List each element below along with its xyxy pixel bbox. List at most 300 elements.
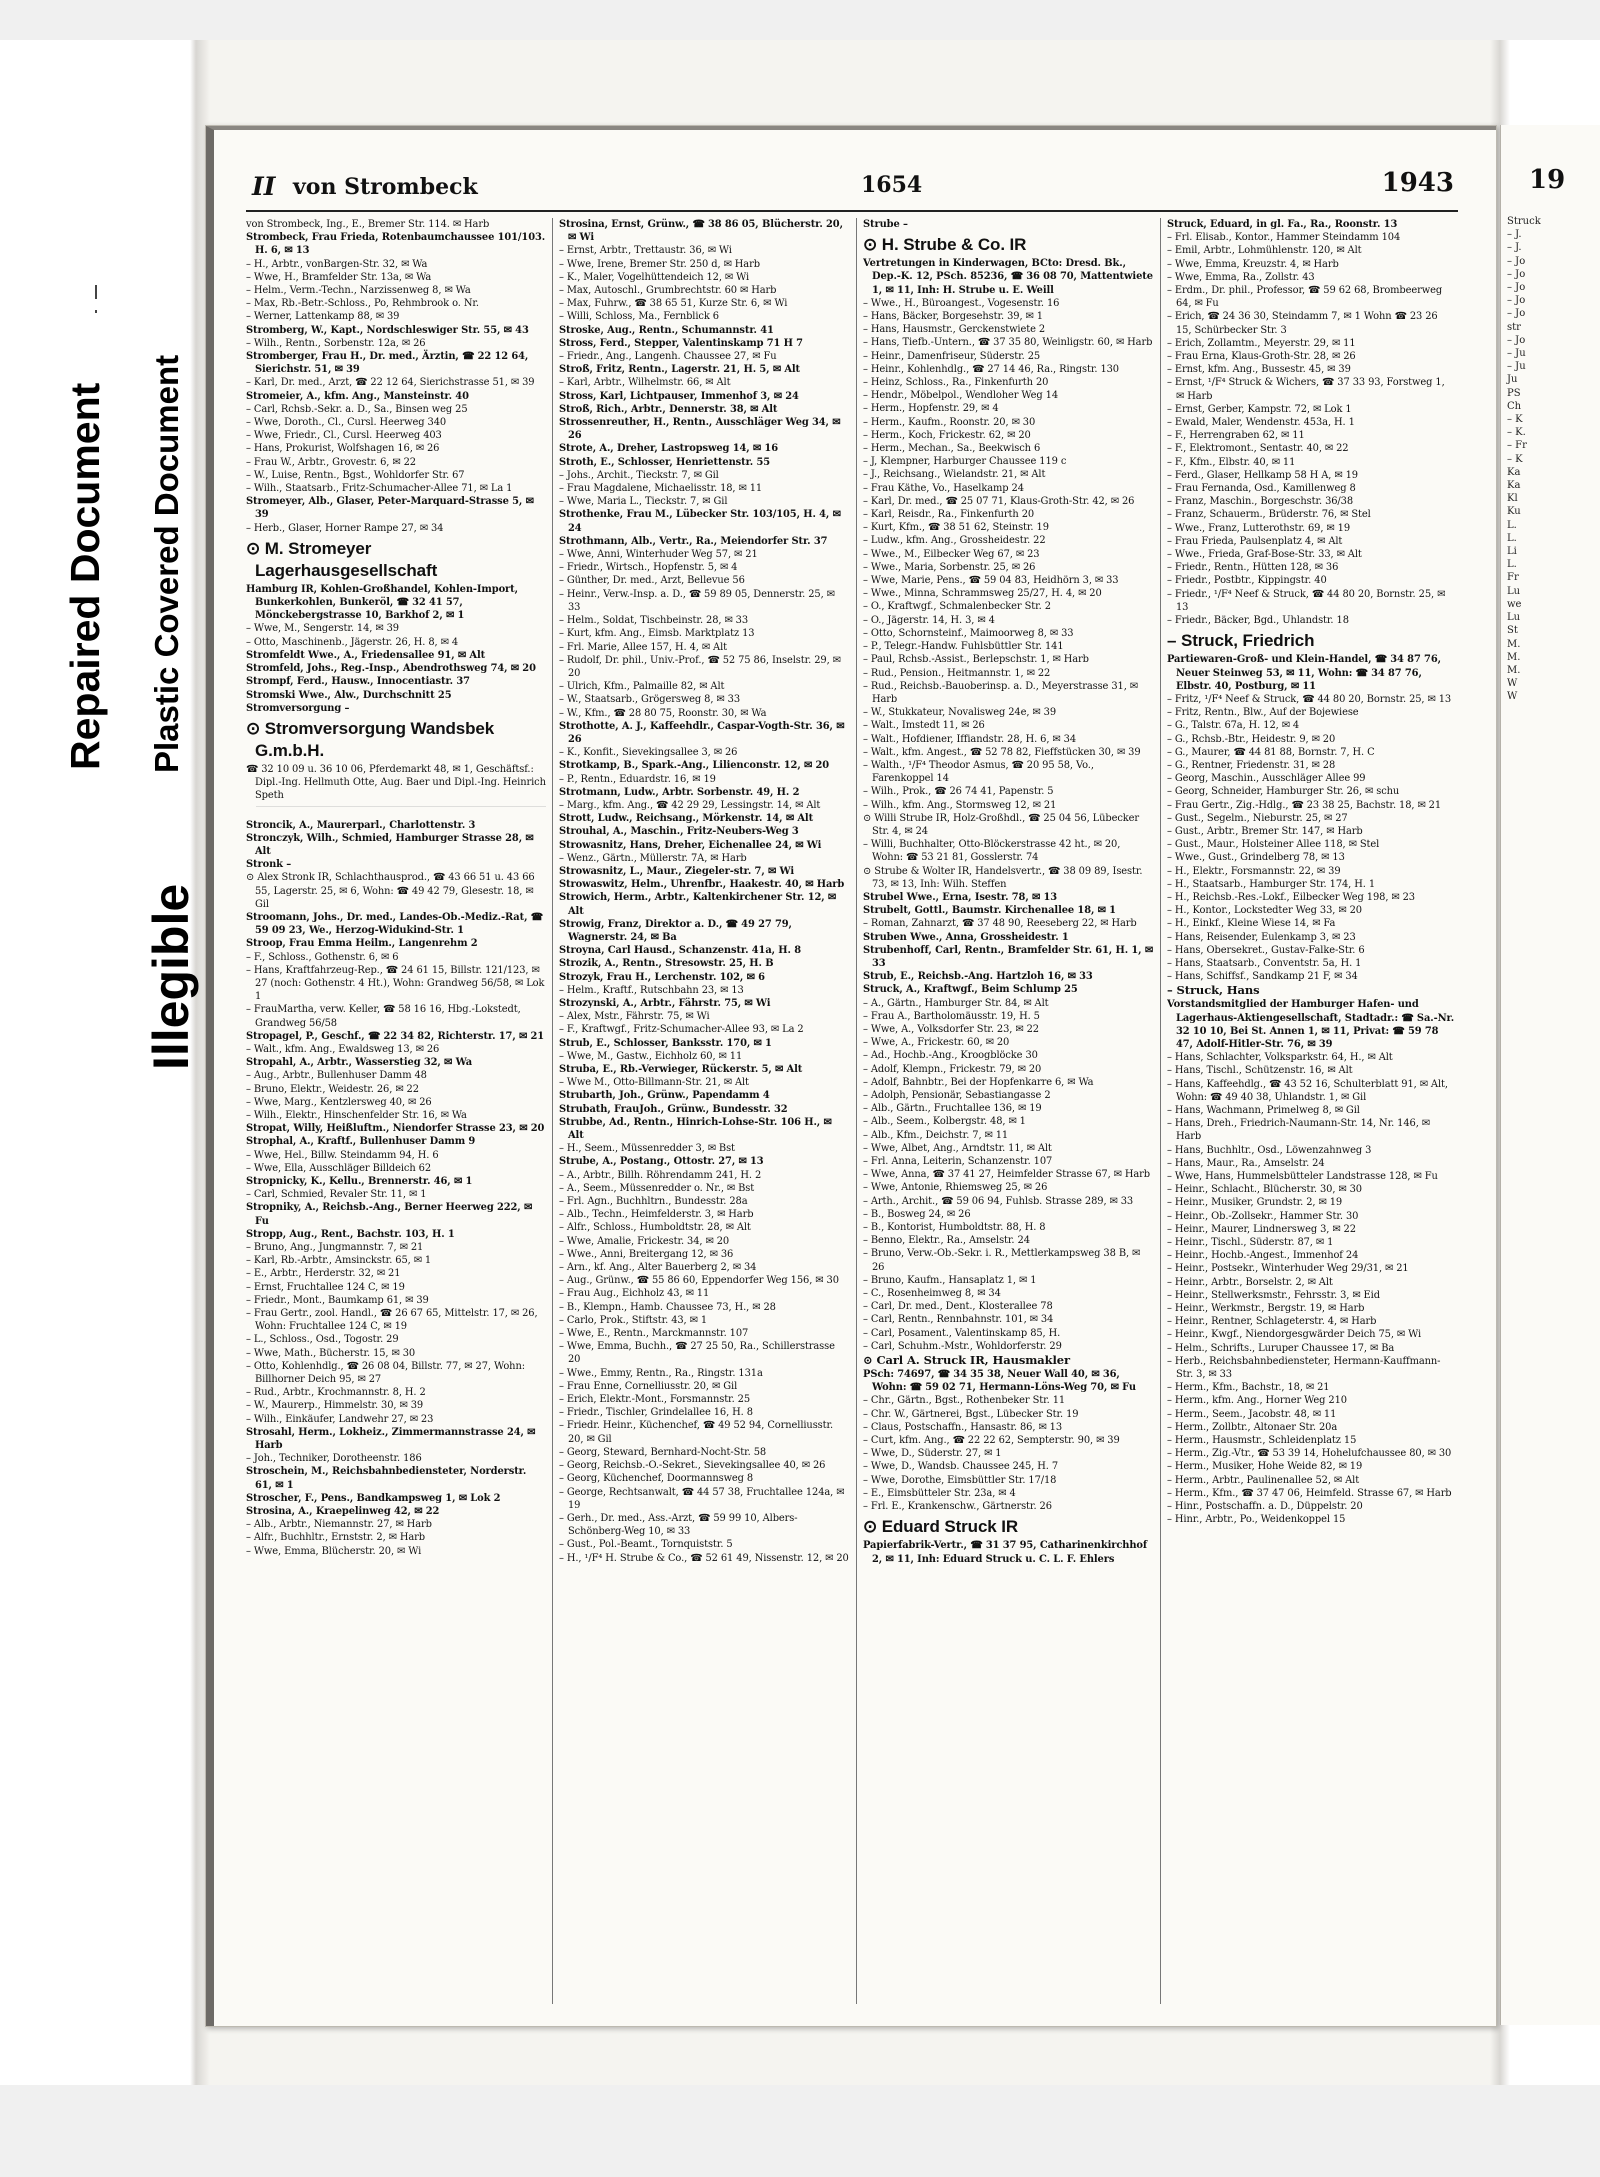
directory-entry: – Frau Erna, Klaus-Groth-Str. 28, ✉ 26 [1167, 351, 1356, 363]
directory-entry: Stross, Karl, Lichtpauser, Immenhof 3, ✉ 24 [559, 390, 799, 402]
directory-entry: – Hinr., Arbtr., Po., Weidenkoppel 15 [1167, 1514, 1346, 1526]
directory-entry: – Friedr., Wirtsch., Hopfenstr. 5, ✉ 4 [559, 562, 738, 574]
firm-heading: ⊙ Carl A. Struck IR, Hausmakler [863, 1353, 1070, 1368]
directory-entry: – Kurt, kfm. Ang., Eimsb. Marktplatz 13 [559, 628, 755, 640]
directory-entry: – Wwe, Anna, ☎ 37 41 27, Heimfelder Strasse 67, ✉ Harb [863, 1169, 1151, 1181]
directory-entry: – W., Kfm., ☎ 28 80 75, Roonstr. 30, ✉ Wa [559, 707, 767, 719]
column-divider [552, 218, 553, 2004]
directory-entry: – Otto, Maschinenb., Jägerstr. 26, H. 8, ✉ 4 [246, 636, 459, 648]
directory-entry: – B., Klempn., Hamb. Chaussee 73, H., ✉ 28 [559, 1301, 776, 1313]
directory-entry: – Carl, Rentn., Rennbahnstr. 101, ✉ 34 [863, 1314, 1054, 1326]
directory-entry: – Karl, Arbtr., Wilhelmstr. 66, ✉ Alt [559, 377, 731, 389]
directory-entry: – Heinr., Arbtr., Borselstr. 2, ✉ Alt [1167, 1276, 1333, 1288]
directory-entry: Struba, E., Rb.-Verwieger, Rückerstr. 5, ✉ Alt [559, 1064, 803, 1075]
firm-heading: ⊙ Eduard Struck IR [863, 1517, 1019, 1537]
directory-entry: – Bruno, Ang., Jungmannstr. 7, ✉ 21 [246, 1242, 424, 1254]
directory-entry: – Ludw., kfm. Ang., Grossheidestr. 22 [863, 535, 1046, 547]
directory-entry: – A., Gärtn., Hamburger Str. 84, ✉ Alt [863, 997, 1049, 1009]
directory-entry: – H., Kontor., Lockstedter Weg 33, ✉ 20 [1167, 905, 1362, 917]
directory-entry: – Georg, Steward, Bernhard-Nocht-Str. 58 [559, 1446, 767, 1458]
page-header [246, 168, 1456, 208]
directory-entry: Strothotte, A. J., Kaffeehdlr., Caspar-Vogth-Str. 36, ✉ 26 [559, 720, 845, 745]
directory-entry: – Herm., Musiker, Hohe Weide 82, ✉ 19 [1167, 1461, 1363, 1473]
directory-entry: – Georg, Reichsb.-O.-Sekret., Sievekingsallee 40, ✉ 26 [559, 1460, 826, 1472]
directory-entry: – Willi, Schloss, Ma., Fernblick 6 [559, 311, 719, 323]
directory-entry: – Alfr., Schloss., Humboldtstr. 28, ✉ Alt [559, 1222, 751, 1234]
directory-entry: – Ernst, Gerber, Kampstr. 72, ✉ Lok 1 [1167, 403, 1352, 415]
directory-entry: – Herm., kfm. Ang., Horner Weg 210 [1167, 1395, 1347, 1407]
facing-page-line: Struck [1507, 216, 1541, 227]
directory-entry: Strowich, Herm., Arbtr., Kaltenkirchener Str. 12, ✉ Alt [559, 892, 837, 917]
directory-entry: – Hans, Reisender, Eulenkamp 3, ✉ 23 [1167, 931, 1356, 943]
directory-entry: – Bruno, Elektr., Weidestr. 26, ✉ 22 [246, 1083, 419, 1095]
directory-entry: – FrauMartha, verw. Keller, ☎ 58 16 16, Hbg.-Lokstedt, Grandweg 56/58 [246, 1004, 521, 1029]
directory-entry: Stromski Wwe., Alw., Durchschnitt 25 [246, 689, 452, 701]
directory-entry: – Herm., Hopfenstr. 29, ✉ 4 [863, 403, 999, 415]
directory-entry: – Gust., Maur., Holsteiner Allee 118, ✉ Stel [1167, 839, 1380, 851]
directory-entry: Stropahl, A., Arbtr., Wasserstieg 32, ✉ Wa [246, 1057, 472, 1069]
directory-entry: – Ad., Hochb.-Ang., Kroogblöcke 30 [863, 1050, 1038, 1062]
directory-entry: Partiewaren-Groß- und Klein-Handel, ☎ 34 87 76, Neuer Steinweg 53, ✉ 11, Wohn: ☎ 34 87 76, Elbstr. 40, Postburg, ✉ 11 [1167, 654, 1441, 692]
directory-entry: – Herm., Arbtr., Paulinenallee 52, ✉ Alt [1167, 1474, 1360, 1486]
facing-page-line: str [1507, 321, 1521, 333]
directory-entry: – Hans, Tischl., Schützenstr. 16, ✉ Alt [1167, 1065, 1353, 1077]
year: 1943 [1381, 168, 1454, 198]
directory-entry: – W., Luise, Rentn., Bgst., Wohldorfer Str. 67 [246, 469, 465, 481]
directory-entry: – Friedr., Tischler, Grindelallee 16, H. 8 [559, 1407, 753, 1419]
directory-entry: – Heinr., Hochb.-Angest., Immenhof 24 [1167, 1250, 1359, 1262]
directory-entry: – Gust., Arbtr., Bremer Str. 147, ✉ Harb [1167, 825, 1363, 837]
directory-entry: – Ulrich, Kfm., Palmaille 82, ✉ Alt [559, 681, 725, 693]
directory-entry: – Frl. E., Krankenschw., Gärtnerstr. 26 [863, 1501, 1052, 1513]
directory-entry: – Ernst, ¹/F⁴ Struck & Wichers, ☎ 37 33 93, Forstweg 1, ✉ Harb [1167, 377, 1445, 402]
directory-entry: – Walt., Imstedt 11, ✉ 26 [863, 720, 985, 732]
directory-entry: – Hans, Staatsarb., Conventstr. 5a, H. 1 [1167, 957, 1362, 969]
directory-entry: ⊙ Willi Strube IR, Holz-Großhdl., ☎ 25 04 56, Lübecker Str. 4, ✉ 24 [863, 812, 1140, 837]
directory-entry: – Wwe., Emmy, Rentn., Ra., Ringstr. 131a [559, 1367, 763, 1379]
directory-entry: – Wwe, M., Gastw., Eichholz 60, ✉ 11 [559, 1050, 743, 1062]
directory-entry: – Frl. Marie, Allee 157, H. 4, ✉ Alt [559, 641, 728, 653]
directory-entry: Stroop, Frau Emma Heilm., Langenrehm 2 [246, 938, 478, 950]
directory-entry: – Franz, Maschin., Borgeschstr. 36/38 [1167, 496, 1354, 508]
directory-entry: Stroscher, F., Pens., Bandkampsweg 1, ✉ Lok 2 [246, 1492, 501, 1504]
page-number: 1654 [861, 172, 923, 198]
directory-entry: Struck, A., Kraftwgf., Beim Schlump 25 [863, 984, 1078, 996]
firm-heading: ⊙ H. Strube & Co. IR [863, 235, 1027, 255]
facing-page-edge [1500, 125, 1600, 2025]
directory-entry: – Arth., Archit., ☎ 59 06 94, Fuhlsb. Strasse 289, ✉ 33 [863, 1195, 1134, 1207]
directory-entry: – Wwe, A., Volksdorfer Str. 23, ✉ 22 [863, 1023, 1039, 1035]
directory-entry: – Emil, Arbtr., Lohmühlenstr. 120, ✉ Alt [1167, 245, 1362, 257]
column-4 [1167, 218, 1455, 2004]
directory-entry: – Friedr., ¹/F⁴ Neef & Struck, ☎ 44 80 20, Bornstr. 25, ✉ 13 [1167, 588, 1446, 613]
directory-entry: Strozik, A., Rentn., Stresowstr. 25, H. B [559, 958, 774, 970]
facing-page-line: L. [1507, 532, 1517, 544]
directory-entry: – Carl, Schuhm.-Mstr., Wohldorferstr. 29 [863, 1340, 1062, 1352]
directory-entry: – Ewald, Maler, Wendenstr. 453a, H. 1 [1167, 417, 1355, 429]
directory-entry: – Carl, Schmied, Revaler Str. 11, ✉ 1 [246, 1189, 427, 1201]
directory-entry: – Heinr., Maurer, Lindnersweg 3, ✉ 22 [1167, 1223, 1356, 1235]
directory-entry: – Herm., Seem., Jacobstr. 48, ✉ 11 [1167, 1408, 1337, 1420]
document-condition-labels [0, 0, 199, 1300]
directory-entry: – Helm., Soldat, Tischbeinstr. 28, ✉ 33 [559, 615, 749, 627]
directory-entry: – G., Talstr. 67a, H. 12, ✉ 4 [1167, 720, 1300, 732]
directory-entry: – H., Staatsarb., Hamburger Str. 174, H. 1 [1167, 878, 1376, 890]
directory-entry: – Aug., Grünw., ☎ 55 86 60, Eppendorfer Weg 156, ✉ 30 [559, 1275, 839, 1287]
directory-entry: – G., Rentner, Friedenstr. 31, ✉ 28 [1167, 759, 1336, 771]
directory-entry: – Heinr., Postsekr., Winterhuder Weg 29/31, ✉ 21 [1167, 1263, 1409, 1275]
facing-page-line: – K [1507, 453, 1523, 465]
directory-entry: – Heinr., Musiker, Grundstr. 2, ✉ 19 [1167, 1197, 1343, 1209]
directory-entry: – Arn., kf. Ang., Alter Bauerberg 2, ✉ 34 [559, 1262, 757, 1274]
directory-entry: – Benno, Elektr., Ra., Amselstr. 24 [863, 1235, 1030, 1247]
directory-entry: – Herm., Mechan., Sa., Beekwisch 6 [863, 443, 1041, 455]
directory-entry: – C., Rosenheimweg 8, ✉ 34 [863, 1288, 1001, 1300]
directory-entry: Stropagel, P., Geschf., ☎ 22 34 82, Richterstr. 17, ✉ 21 [246, 1030, 545, 1042]
directory-entry: Strozyk, Frau H., Lerchenstr. 102, ✉ 6 [559, 971, 765, 983]
directory-entry: – Alb., Techn., Heimfelderstr. 3, ✉ Harb [559, 1209, 754, 1221]
facing-page-line: PS [1507, 387, 1521, 399]
directory-entry: Strowig, Franz, Direktor a. D., ☎ 49 27 79, Wagnerstr. 24, ✉ Ba [559, 918, 792, 943]
directory-entry: – Roman, Zahnarzt, ☎ 37 48 90, Reeseberg 22, ✉ Harb [863, 918, 1137, 930]
directory-entry: – Gust., Pol.-Beamt., Tornquiststr. 5 [559, 1539, 733, 1551]
directory-entry: – Alfr., Buchhltr., Ernststr. 2, ✉ Harb [246, 1532, 426, 1544]
directory-entry: – Wwe, M., Sengerstr. 14, ✉ 39 [246, 623, 399, 635]
header-rule [246, 210, 1458, 212]
facing-page-line: M. [1507, 664, 1521, 676]
directory-entry: – Karl, Dr. med., ☎ 25 07 71, Klaus-Groth-Str. 42, ✉ 26 [863, 495, 1135, 507]
directory-entry: – Herm., Kfm., ☎ 37 47 06, Heimfeld. Strasse 67, ✉ Harb [1167, 1487, 1452, 1499]
facing-page-line: Lu [1507, 612, 1521, 624]
directory-entry: Hamburg IR, Kohlen-Großhandel, Kohlen-Import, Bunkerkohlen, Bunkeröl, ☎ 32 41 57, Mönckebergstrasse 10, Barkhof 2, ✉ 1 [246, 583, 518, 622]
directory-entry: Stromberger, Frau H., Dr. med., Ärztin, ☎ 22 12 64, Sierichstr. 51, ✉ 39 [246, 351, 529, 376]
column-divider [856, 218, 857, 2004]
directory-entry: – Wwe, H., Bramfelder Str. 13a, ✉ Wa [246, 271, 432, 283]
directory-entry: – Hans, Prokurist, Wolfshagen 16, ✉ 26 [246, 443, 440, 455]
directory-entry: Strophal, A., Kraftf., Bullenhuser Damm 9 [246, 1136, 476, 1148]
directory-entry: – Wwe, Marie, Pens., ☎ 59 04 83, Heidhörn 3, ✉ 33 [863, 575, 1119, 587]
facing-page-line: – J. [1507, 229, 1522, 241]
scan-top-margin [0, 0, 1600, 40]
directory-entry: Strosina, Ernst, Grünw., ☎ 38 86 05, Blücherstr. 20, ✉ Wi [559, 219, 843, 244]
directory-entry: Stross, Ferd., Stepper, Valentinskamp 71 H 7 [559, 337, 803, 349]
directory-entry: – Rud., Reichsb.-Bauoberinsp. a. D., Meyerstrasse 31, ✉ Harb [863, 680, 1138, 705]
column-2 [559, 218, 849, 2004]
directory-entry: – Herm., Kaufm., Roonstr. 20, ✉ 30 [863, 416, 1036, 428]
directory-entry: – Wwe, E., Rentn., Marckmannstr. 107 [559, 1328, 749, 1340]
directory-entry: – Wwe., Minna, Schrammsweg 25/27, H. 4, ✉ 20 [863, 588, 1102, 600]
directory-entry: – Wwe, Hel., Billw. Steindamm 94, H. 6 [246, 1149, 439, 1161]
directory-entry: Strothmann, Alb., Vertr., Ra., Meiendorfer Str. 37 [559, 535, 828, 547]
column-1 [246, 218, 546, 2004]
directory-entry: – Ferd., Glaser, Hellkamp 58 H A, ✉ 19 [1167, 469, 1358, 481]
facing-page-line: – Jo [1507, 268, 1526, 280]
directory-entry: Strube, A., Postang., Ottostr. 27, ✉ 13 [559, 1156, 764, 1168]
directory-entry: – Heinr., Verw.-Insp. a. D., ☎ 59 89 05, Dennerstr. 25, ✉ 33 [559, 588, 835, 613]
directory-entry: – Wwe, Marg., Kentzlersweg 40, ✉ 26 [246, 1096, 432, 1108]
directory-entry: – Hendr., Möbelpol., Wendloher Weg 14 [863, 390, 1059, 402]
directory-entry: – W., Staatsarb., Grögersweg 8, ✉ 33 [559, 694, 741, 706]
directory-entry: – Wenz., Gärtn., Müllerstr. 7A, ✉ Harb [559, 852, 747, 864]
directory-entry: Stromeyer, Alb., Glaser, Peter-Marquard-Strasse 5, ✉ 39 [246, 496, 534, 521]
directory-entry: – F., Kraftwgf., Fritz-Schumacher-Allee 93, ✉ La 2 [559, 1024, 804, 1036]
directory-entry: – Adolf, Klempn., Frickestr. 79, ✉ 20 [863, 1063, 1042, 1075]
directory-entry: – Ernst, Arbtr., Trettaustr. 36, ✉ Wi [559, 245, 732, 257]
directory-entry: – Wwe, Math., Bücherstr. 15, ✉ 30 [246, 1347, 416, 1359]
directory-entry: – Willi, Buchhalter, Otto-Blöckerstrasse 42 ht., ✉ 20, Wohn: ☎ 53 21 81, Gosslerstr. 74 [863, 839, 1121, 864]
facing-page-line: Kl [1507, 493, 1518, 505]
directory-entry: – Georg, Maschin., Ausschläger Allee 99 [1167, 773, 1366, 785]
directory-entry: – Friedr., Bäcker, Bgd., Uhlandstr. 18 [1167, 615, 1349, 627]
directory-entry: – Wwe M., Otto-Billmann-Str. 21, ✉ Alt [559, 1077, 749, 1089]
directory-entry: – W., Stukkateur, Novalisweg 24e, ✉ 39 [863, 707, 1057, 719]
directory-entry: – Frau A., Bartholomäusstr. 19, H. 5 [863, 1010, 1040, 1022]
facing-page-line: W [1507, 691, 1518, 703]
directory-entry: – Bruno, Kaufm., Hansaplatz 1, ✉ 1 [863, 1274, 1037, 1286]
directory-entry: – Marg., kfm. Ang., ☎ 42 29 29, Lessingstr. 14, ✉ Alt [559, 799, 821, 811]
directory-entry: – Wwe, Ella, Ausschläger Billdeich 62 [246, 1162, 432, 1174]
facing-page-line: L. [1507, 519, 1517, 531]
directory-entry: – F., Kfm., Elbstr. 40, ✉ 11 [1167, 456, 1296, 468]
directory-entry: Strub, E., Reichsb.-Ang. Hartzloh 16, ✉ 33 [863, 971, 1093, 983]
directory-entry: – Heinr., Tischl., Süderstr. 87, ✉ 1 [1167, 1237, 1334, 1249]
directory-entry: Stropp, Aug., Rent., Bachstr. 103, H. 1 [246, 1228, 455, 1240]
facing-page-line: Lu [1507, 585, 1521, 597]
directory-entry: – Wwe., Frieda, Graf-Bose-Str. 33, ✉ Alt [1167, 549, 1362, 561]
directory-entry: – Alb., Kfm., Deichstr. 7, ✉ 11 [863, 1129, 1009, 1141]
directory-entry: – Max, Rb.-Betr.-Schloss., Po, Rehmbrook o. Nr. [246, 298, 479, 310]
directory-entry: – Wilh., Rentn., Sorbenstr. 12a, ✉ 26 [246, 337, 426, 349]
directory-entry: – Friedr. Heinr., Küchenchef, ☎ 49 52 94, Cornelliusstr. 20, ✉ Gil [559, 1420, 834, 1445]
directory-entry: – Alb., Gärtn., Fruchtallee 136, ✉ 19 [863, 1103, 1042, 1115]
directory-entry: Strothenke, Frau M., Lübecker Str. 103/105, H. 4, ✉ 24 [559, 509, 841, 534]
directory-entry: – Wwe, Maria L., Tieckstr. 7, ✉ Gil [559, 496, 728, 508]
directory-entry: – Wwe, D., Süderstr. 27, ✉ 1 [863, 1448, 1002, 1460]
directory-entry: – A., Arbtr., Billh. Röhrendamm 241, H. 2 [559, 1169, 762, 1181]
directory-entry: – H., Elektr., Forsmannstr. 22, ✉ 39 [1167, 865, 1341, 877]
directory-entry: – Wwe, Irene, Bremer Str. 250 d, ✉ Harb [559, 258, 760, 270]
directory-entry: – Friedr., Ang., Langenh. Chaussee 27, ✉ Fu [559, 351, 777, 363]
illegible-area [256, 806, 546, 816]
directory-entry: – Wwe, Doroth., Cl., Cursl. Heerweg 340 [246, 417, 447, 429]
directory-entry: – Gust., Segelm., Nieburstr. 25, ✉ 27 [1167, 812, 1348, 824]
directory-entry: – Carl, Posament., Valentinskamp 85, H. [863, 1327, 1061, 1339]
directory-entry: Strowaswitz, Helm., Uhrenfbr., Haakestr. 40, ✉ Harb [559, 879, 845, 891]
directory-entry: – Wilh., Einkäufer, Landwehr 27, ✉ 23 [246, 1413, 434, 1425]
facing-page-line: – K [1507, 414, 1523, 426]
directory-entry: – Hans, Buchhltr., Osd., Löwenzahnweg 3 [1167, 1144, 1372, 1156]
directory-entry: – Hans, Dreh., Friedrich-Naumann-Str. 14, Nr. 146, ✉ Harb [1167, 1118, 1430, 1143]
directory-entry: Strosina, A., Kraepelinweg 42, ✉ 22 [246, 1506, 440, 1518]
facing-page-line: Fr [1507, 572, 1519, 584]
directory-entry: Stromberg, W., Kapt., Nordschleswiger Str. 55, ✉ 43 [246, 324, 529, 336]
directory-entry: – Helm., Schrifts., Luruper Chaussee 17, ✉ Ba [1167, 1342, 1395, 1354]
directory-entry: – Chr., Gärtn., Bgst., Rothenbeker Str. 11 [863, 1395, 1066, 1407]
facing-page-line: Ka [1507, 480, 1521, 492]
directory-entry: – Walt., kfm. Angest., ☎ 52 78 82, Fieffstücken 30, ✉ 39 [863, 746, 1141, 758]
scan-bottom-margin [0, 2085, 1600, 2177]
directory-entry: – Frl. Anna, Leiterin, Schanzenstr. 107 [863, 1156, 1053, 1168]
directory-entry: ⊙ Strube & Wolter IR, Handelsvertr., ☎ 38 09 89, Isestr. 73, ✉ 13, Inh: Wilh. Steffen [863, 865, 1143, 890]
directory-entry: Strubelt, Gottl., Baumstr. Kirchenallee 18, ✉ 1 [863, 905, 1116, 917]
directory-entry: – Heinr., Ob.-Zollsekr., Hammer Str. 30 [1167, 1210, 1359, 1222]
directory-entry: – Wwe, Albet, Ang., Arndtstr. 11, ✉ Alt [863, 1142, 1052, 1154]
directory-entry: – Wwe, Emma, Blücherstr. 20, ✉ Wi [246, 1545, 422, 1557]
directory-entry: – Alb., Arbtr., Niemannstr. 27, ✉ Harb [246, 1519, 432, 1531]
facing-page-line: Ka [1507, 466, 1521, 478]
directory-entry: – Georg, Küchenchef, Doormannsweg 8 [559, 1473, 754, 1485]
directory-entry: Stromfeld, Johs., Reg.-Insp., Abendrothsweg 74, ✉ 20 [246, 663, 536, 675]
directory-entry: – Erich, Zollamtm., Meyerstr. 29, ✉ 11 [1167, 337, 1356, 349]
directory-entry: – Wwe, Antonie, Rhiemsweg 25, ✉ 26 [863, 1182, 1048, 1194]
directory-entry: Stroyna, Carl Hausd., Schanzenstr. 41a, H. 8 [559, 945, 801, 957]
directory-entry: – Karl, Dr. med., Arzt, ☎ 22 12 64, Sierichstrasse 51, ✉ 39 [246, 377, 535, 389]
facing-page-line: – J. [1507, 242, 1522, 254]
directory-entry: Strossenreuther, H., Rentn., Ausschläger Weg 34, ✉ 26 [559, 417, 841, 442]
facing-page-line: Ch [1507, 400, 1522, 412]
facing-page-line: – Ju [1507, 361, 1526, 373]
directory-entry: – Heinr., Kohlenhdlg., ☎ 27 14 46, Ra., Ringstr. 130 [863, 363, 1119, 375]
directory-entry: Vorstandsmitglied der Hamburger Hafen- und Lagerhaus-Aktiengesellschaft, Stadtadr.: ☎ Sa.-Nr. 32 10 10, Bei St. Annen 1, ✉ 11, Privat: ☎ 59 78 47, Adolf-Hitler-Str. 76, ✉ 39 [1167, 999, 1455, 1050]
directory-entry: – Hans, Schlachter, Volksparkstr. 64, H., ✉ Alt [1167, 1052, 1393, 1064]
directory-entry: – H., Reichsb.-Res.-Lokf., Eilbecker Weg 198, ✉ 23 [1167, 891, 1415, 903]
directory-entry: – G., Maurer, ☎ 44 81 88, Bornstr. 7, H. C [1167, 746, 1375, 758]
directory-entry: – Aug., Arbtr., Bullenhuser Damm 48 [246, 1070, 427, 1082]
facing-page-text [1507, 215, 1541, 704]
facing-page-line: – Fr [1507, 440, 1527, 452]
directory-entry: ☎ 32 10 09 u. 36 10 06, Pferdemarkt 48, ✉ 1, Geschäftsf.: Dipl.-Ing. Hellmuth Otte, Aug. Baer und Dipl.-Ing. Heinrich Speth [246, 763, 546, 802]
directory-entry: – Werner, Lattenkamp 88, ✉ 39 [246, 311, 400, 323]
directory-entry: Strubel Wwe., Erna, Isestr. 78, ✉ 13 [863, 891, 1058, 903]
directory-entry: – Frau Magdalene, Michaelisstr. 18, ✉ 11 [559, 483, 763, 495]
directory-entry: – H., Seem., Müssenredder 3, ✉ Bst [559, 1143, 735, 1155]
directory-entry: Strote, A., Dreher, Lastropsweg 14, ✉ 16 [559, 443, 778, 455]
directory-entry: – Wilh., Elektr., Hinschenfelder Str. 16, ✉ Wa [246, 1109, 467, 1121]
directory-entry: – Helm., Verm.-Techn., Narzissenweg 8, ✉ Wa [246, 285, 471, 297]
directory-entry: Strompf, Ferd., Hausw., Innocentiastr. 37 [246, 676, 470, 688]
directory-entry: – H., Arbtr., vonBargen-Str. 32, ✉ Wa [246, 258, 428, 270]
facing-page-line: – Jo [1507, 255, 1526, 267]
directory-entry: – Frau Aug., Eichholz 43, ✉ 11 [559, 1288, 710, 1300]
directory-entry: – Otto, Schornsteinf., Maimoorweg 8, ✉ 33 [863, 627, 1074, 639]
directory-entry: – W., Maurerp., Himmelstr. 30, ✉ 39 [246, 1400, 424, 1412]
directory-entry: – O., Kraftwgf., Schmalenbecker Str. 2 [863, 601, 1051, 613]
directory-entry: – Wilh., Prok., ☎ 26 74 41, Papenstr. 5 [863, 786, 1054, 798]
directory-entry: Strotkamp, B., Spark.-Ang., Lilienconstr. 12, ✉ 20 [559, 760, 830, 772]
directory-entry: – Walth., ¹/F⁴ Theodor Asmus, ☎ 20 95 58, Vo., Farenkoppel 14 [863, 759, 1094, 785]
directory-entry: – P., Rentn., Eduardstr. 16, ✉ 19 [559, 773, 716, 785]
directory-entry: – B., Kontorist, Humboldtstr. 88, H. 8 [863, 1222, 1046, 1234]
directory-entry: – Herm., Koch, Frickestr. 62, ✉ 20 [863, 429, 1031, 441]
directory-entry: – Hans, Maur., Ra., Amselstr. 24 [1167, 1157, 1325, 1169]
directory-entry: Papierfabrik-Vertr., ☎ 31 37 95, Catharinenkirchhof 2, ✉ 11, Inh: Eduard Struck u. C. L. F. Ehlers [863, 1540, 1148, 1565]
directory-entry: – K., Maler, Vogelhüttendeich 12, ✉ Wi [559, 271, 750, 283]
directory-page [205, 125, 1497, 2027]
directory-entry: Strombeck, Frau Frieda, Rotenbaumchaussee 101/103. H. 6, ✉ 13 [246, 232, 546, 257]
facing-page-line: – Jo [1507, 308, 1526, 320]
directory-entry: – Bruno, Verw.-Ob.-Sekr. i. R., Mettlerkampsweg 38 B, ✉ 26 [863, 1248, 1141, 1273]
directory-entry: – Wwe., Gust., Grindelberg 78, ✉ 13 [1167, 852, 1345, 864]
directory-entry: – E., Arbtr., Herderstr. 32, ✉ 21 [246, 1268, 401, 1280]
facing-page-line: St [1507, 625, 1518, 637]
directory-entry: Stromfeldt Wwe., A., Friedensallee 91, ✉ Alt [246, 649, 486, 661]
facing-page-line: Li [1507, 546, 1517, 558]
facing-page-line: – K. [1507, 427, 1526, 439]
directory-entry: – Frau Käthe, Vo., Haselkamp 24 [863, 482, 1024, 494]
facing-page-number: 19 [1529, 165, 1566, 195]
facing-page-line: M. [1507, 651, 1521, 663]
directory-entry: Strub, E., Schlosser, Banksstr. 170, ✉ 1 [559, 1037, 772, 1049]
directory-entry: Vertretungen in Kinderwagen, BCto: Dresd. Bk., Dep.-K. 12, PSch. 85236, ☎ 36 08 70, Mattentwiete 1, ✉ 11, Inh: H. Strube u. E. Weill [863, 258, 1153, 296]
directory-entry: – H., ¹/F⁴ H. Strube & Co., ☎ 52 61 49, Nissenstr. 12, ✉ 20 [559, 1552, 849, 1564]
directory-entry: – Wwe, Anni, Winterhuder Weg 57, ✉ 21 [559, 549, 758, 561]
directory-entry: – Hans, Schiffsf., Sandkamp 21 F, ✉ 34 [1167, 971, 1358, 983]
facing-page-line: Ku [1507, 506, 1521, 518]
directory-entry: Stromeier, A., kfm. Ang., Mansteinstr. 40 [246, 390, 469, 402]
directory-entry: ⊙ Alex Stronk IR, Schlachthausprod., ☎ 43 66 51 u. 43 66 55, Lagerstr. 25, ✉ 6, Wohn: ☎ 49 42 79, Glesestr. 18, ✉ Gil [246, 872, 535, 910]
directory-entry: Strosahl, Herm., Lokheiz., Zimmermannstrasse 24, ✉ Harb [246, 1426, 536, 1452]
directory-entry: – G., Rchsb.-Btr., Heidestr. 9, ✉ 20 [1167, 733, 1336, 745]
directory-entry: – Helm., Kraftf., Rutschbahn 23, ✉ 13 [559, 984, 744, 996]
directory-entry: – J, Klempner, Harburger Chaussee 119 c [863, 456, 1067, 468]
directory-entry: Struben Wwe., Anna, Grossheidestr. 1 [863, 931, 1069, 943]
directory-entry: – Carl, Dr. med., Dent., Klosterallee 78 [863, 1301, 1053, 1313]
directory-entry: – Hans, Kraftfahrzeug-Rep., ☎ 24 61 15, Billstr. 121/123, ✉ 27 (noch: Gothenstr. 4 Ht.), Wohn: Grandweg 56/58, ✉ Lok 1 [246, 964, 545, 1003]
directory-entry: – Wwe., Anni, Breitergang 12, ✉ 36 [559, 1248, 734, 1260]
directory-entry: – A., Seem., Müssenredder o. Nr., ✉ Bst [559, 1182, 755, 1194]
firm-heading: ⊙ M. Stromeyer Lagerhausgesellschaft [246, 538, 438, 580]
directory-entry: – Adolph, Pensionär, Sebastiangasse 2 [863, 1090, 1051, 1101]
directory-entry: – Walt., Hofdiener, Iffiandstr. 28, H. 6, ✉ 34 [863, 733, 1077, 745]
firm-heading: – Struck, Hans [1167, 983, 1260, 998]
directory-entry: – Heinr., Kwgf., Niendorgesgwärder Deich 75, ✉ Wi [1167, 1329, 1422, 1341]
facing-page-line: we [1507, 598, 1522, 610]
directory-entry: Stroß, Fritz, Rentn., Lagerstr. 21, H. 5, ✉ Alt [559, 364, 801, 376]
directory-entry: – Frl. Elisab., Kontor., Hammer Steindamm 104 [1167, 232, 1401, 244]
directory-entry: – E., Eimsbütteler Str. 23a, ✉ 4 [863, 1487, 1016, 1499]
facing-page-line: – Jo [1507, 334, 1526, 346]
directory-entry: Stronk – [246, 859, 292, 871]
directory-entry: – Alb., Seem., Kolbergstr. 48, ✉ 1 [863, 1116, 1026, 1128]
directory-entry: PSch: 74697, ☎ 34 35 38, Neuer Wall 40, ✉ 36, Wohn: ☎ 59 02 71, Hermann-Löns-Weg 70, ✉ Fu [863, 1369, 1136, 1394]
directory-entry: – Fritz, Rentn., Blw., Auf der Bojewiese [1167, 707, 1359, 719]
directory-entry: Strotmann, Ludw., Arbtr. Sorbenstr. 49, H. 2 [559, 786, 800, 798]
directory-entry: – Alex, Mstr., Fährstr. 75, ✉ Wi [559, 1011, 710, 1023]
directory-entry: – Hans, Kaffeehdlg., ☎ 43 52 16, Schulterblatt 91, ✉ Alt, Wohn: ☎ 49 40 38, Uhlandstr. 1, ✉ Gil [1167, 1078, 1448, 1103]
directory-entry: – Frau W., Arbtr., Grovestr. 6, ✉ 22 [246, 456, 416, 468]
directory-entry: – Max, Autoschl., Grumbrechtstr. 60 ✉ Harb [559, 285, 777, 297]
running-head: von Strombeck [293, 174, 478, 200]
directory-entry: – Hans, Obersekret., Gustav-Falke-Str. 6 [1167, 944, 1365, 956]
columns [246, 218, 1458, 2004]
facing-page-line: – Ju [1507, 348, 1526, 360]
directory-entry: – Wilh., kfm. Ang., Stormsweg 12, ✉ 21 [863, 799, 1057, 811]
repaired-document-label: Repaired Document [62, 382, 108, 770]
directory-entry: – Karl, Rb.-Arbtr., Amsinckstr. 65, ✉ 1 [246, 1255, 432, 1267]
directory-entry: von Strombeck, Ing., E., Bremer Str. 114. ✉ Harb [246, 219, 490, 230]
directory-entry: Stroske, Aug., Rentn., Schumannstr. 41 [559, 324, 774, 336]
directory-entry: – Carlo, Prok., Stiftstr. 43, ✉ 1 [559, 1314, 708, 1326]
directory-entry: Stropat, Willy, Heißluftm., Niendorfer Strasse 23, ✉ 20 [246, 1123, 545, 1135]
directory-entry: – F., Herrengraben 62, ✉ 11 [1167, 430, 1305, 442]
directory-entry: – Frau Frieda, Paulsenplatz 4, ✉ Alt [1167, 535, 1343, 547]
facing-page-line: L. [1507, 559, 1517, 571]
directory-entry: – Wwe., H., Büroangest., Vogesenstr. 16 [863, 297, 1060, 309]
directory-entry: – P., Telegr.-Handw. Fuhlsbüttler Str. 141 [863, 641, 1064, 653]
directory-entry: Strubenhoff, Carl, Rentn., Bramfelder Str. 61, H. 1, ✉ 33 [863, 944, 1153, 969]
directory-entry: Strowasnitz, L., Maur., Ziegeler-str. 7, ✉ Wi [559, 865, 794, 877]
directory-entry: – Rudolf, Dr. phil., Univ.-Prof., ☎ 52 75 86, Inselstr. 29, ✉ 20 [559, 654, 841, 679]
